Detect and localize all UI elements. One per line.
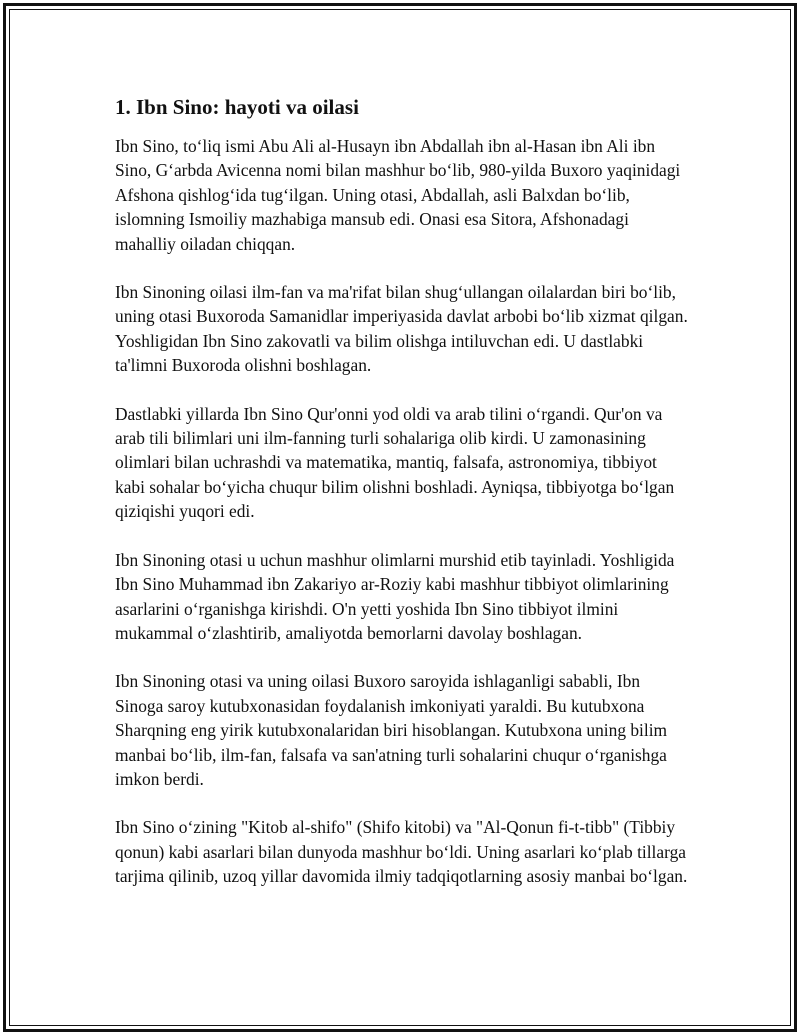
paragraph-4: Ibn Sinoning otasi u uchun mashhur olimlarni murshid etib tayinladi. Yoshligida Ibn Sino Muhammad ibn Zakariyo ar-Roziy kabi mashhur tibbiyot olimlarining asarlarini o‘rganishga kirishdi. O'n yetti yoshida Ibn Sino tibbiyot ilmini mukammal o‘zlashtirib, amaliyotda bemorlarni davolay boshlagan. bbox=[115, 549, 675, 643]
document-body bbox=[115, 92, 690, 913]
paragraph-5: Ibn Sinoning otasi va uning oilasi Buxoro saroyida ishlaganligi sababli, Ibn Sinoga saroy kutubxonasidan foydalanish imkoniyati yaraldi. Bu kutubxona Sharqning eng yirik kutubxonalaridan biri hisoblangan. Kutubxona uning bilim manbai bo‘lib, ilm-fan, falsafa va san'atning turli sohalarini chuqur o‘rganishga imkon berdi. bbox=[115, 671, 668, 789]
paragraph-1: Ibn Sino, to‘liq ismi Abu Ali al-Husayn ibn Abdallah ibn al-Hasan ibn Ali ibn Sino, G‘arbda Avicenna nomi bilan mashhur bo‘lib, 980-yilda Buxoro yaqinidagi Afshona qishlog‘ida tug‘ilgan. Uning otasi, Abdallah, asli Balxdan bo‘lib, islomning Ismoiliy mazhabiga mansub edi. Onasi esa Sitora, Afshonadagi mahalliy oiladan chiqqan. bbox=[115, 136, 681, 254]
paragraph-6: Ibn Sino o‘zining "Kitob al-shifo" (Shifo kitobi) va "Al-Qonun fi-t-tibb" (Tibbiy qonun) kabi asarlari bilan dunyoda mashhur bo‘ldi. Uning asarlari ko‘plab tillarga tarjima qilinib, uzoq yillar davomida ilmiy tadqiqotlarning asosiy manbai bo‘lgan. bbox=[115, 817, 688, 887]
paragraph-3: Dastlabki yillarda Ibn Sino Qur'onni yod oldi va arab tilini o‘rgandi. Qur'on va arab tili bilimlari uni ilm-fanning turli sohalariga olib kirdi. U zamonasining olimlari bilan uchrashdi va matematika, mantiq, falsafa, astronomiya, tibbiyot kabi sohalar bo‘yicha chuqur bilim olishni boshladi. Ayniqsa, tibbiyotga bo‘lgan qiziqishi yuqori edi. bbox=[115, 403, 675, 522]
paragraph-2: Ibn Sinoning oilasi ilm-fan va ma'rifat bilan shug‘ullangan oilalardan biri bo‘lib, uning otasi Buxoroda Samanidlar imperiyasida davlat arbobi bo‘lib xizmat qilgan. Yoshligidan Ibn Sino zakovatli va bilim olishga intiluvchan edi. U dastlabki ta'limni Buxoroda olishni boshlagan. bbox=[115, 282, 688, 376]
section-title: 1. Ibn Sino: hayoti va oilasi bbox=[115, 95, 359, 119]
